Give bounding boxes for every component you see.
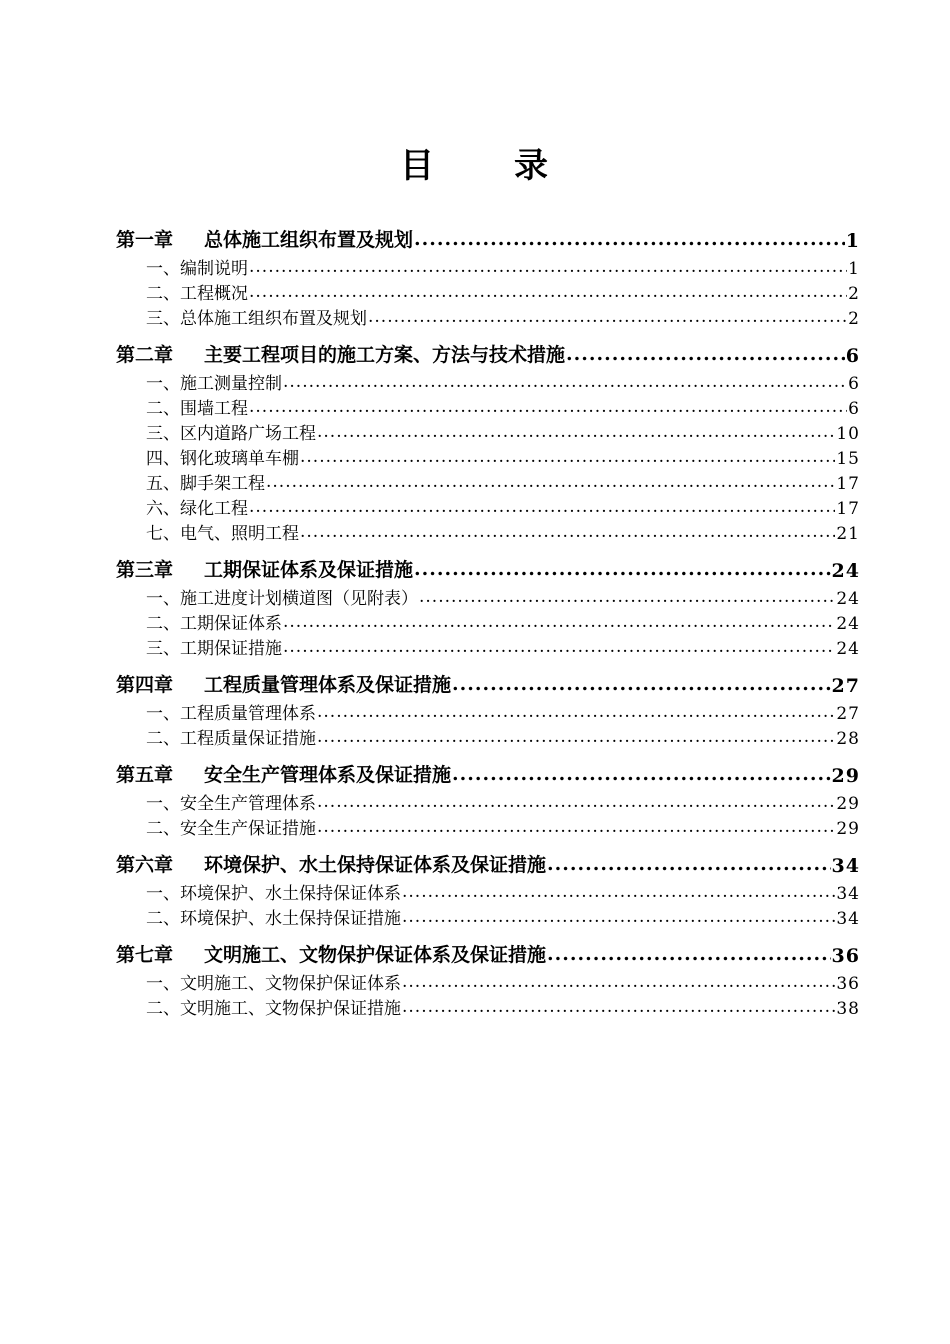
dot-leader	[249, 399, 847, 416]
toc-chapter-2	[116, 333, 860, 544]
toc-chapter-7	[116, 933, 860, 1019]
section-label: 二、文明施工、文物保护保证措施	[146, 999, 401, 1019]
chapter-page-number: 1	[845, 230, 860, 252]
section-page-number: 38	[836, 999, 860, 1019]
dot-leader	[249, 284, 847, 301]
chapter-number: 第三章	[116, 559, 174, 581]
chapter-title: 工期保证体系及保证措施	[204, 559, 414, 581]
section-page-number: 15	[836, 449, 860, 469]
chapter-page-number: 27	[831, 675, 860, 697]
dot-leader	[566, 345, 845, 364]
toc-section-entry[interactable]	[116, 904, 860, 929]
chapter-page-number: 24	[831, 560, 860, 582]
toc-section-entry[interactable]	[116, 494, 860, 519]
chapter-title: 主要工程项目的施工方案、方法与技术措施	[204, 344, 566, 366]
toc-section-entry[interactable]	[116, 879, 860, 904]
section-page-number: 17	[836, 499, 860, 519]
chapter-number: 第七章	[116, 944, 174, 966]
toc-section-entry[interactable]	[116, 469, 860, 494]
toc-chapter-5	[116, 753, 860, 839]
chapter-page-number: 29	[831, 765, 860, 787]
dot-leader	[414, 230, 845, 249]
dot-leader	[283, 639, 835, 656]
section-label: 一、施工测量控制	[146, 374, 282, 394]
section-label: 二、环境保护、水土保持保证措施	[146, 909, 401, 929]
toc-section-entry[interactable]	[116, 994, 860, 1019]
toc-section-entry[interactable]	[116, 609, 860, 634]
toc-section-entry[interactable]	[116, 519, 860, 544]
section-page-number: 29	[836, 819, 860, 839]
dot-leader	[402, 884, 835, 901]
toc-section-entry[interactable]	[116, 969, 860, 994]
toc-chapter-entry[interactable]	[116, 843, 860, 877]
toc-section-entry[interactable]	[116, 254, 860, 279]
toc-chapter-entry[interactable]	[116, 333, 860, 367]
section-page-number: 6	[848, 399, 860, 419]
toc-section-entry[interactable]	[116, 789, 860, 814]
title-char-1: 目	[400, 146, 436, 186]
dot-leader	[402, 974, 835, 991]
section-page-number: 24	[836, 614, 860, 634]
dot-leader	[317, 729, 835, 746]
section-page-number: 1	[848, 259, 860, 279]
chapter-number: 第二章	[116, 344, 174, 366]
section-label: 一、施工进度计划横道图（见附表）	[146, 589, 418, 609]
dot-leader	[452, 675, 831, 694]
dot-leader	[452, 765, 831, 784]
section-page-number: 6	[848, 374, 860, 394]
section-label: 三、总体施工组织布置及规划	[146, 309, 367, 329]
section-label: 一、安全生产管理体系	[146, 794, 316, 814]
dot-leader	[317, 424, 835, 441]
dot-leader	[266, 474, 835, 491]
chapter-title: 环境保护、水土保持保证体系及保证措施	[204, 854, 547, 876]
toc-section-entry[interactable]	[116, 394, 860, 419]
section-page-number: 24	[836, 589, 860, 609]
chapter-number: 第四章	[116, 674, 174, 696]
section-label: 二、围墙工程	[146, 399, 248, 419]
section-label: 二、工程质量保证措施	[146, 729, 316, 749]
table-of-contents	[116, 218, 860, 1023]
dot-leader	[283, 614, 835, 631]
dot-leader	[547, 855, 831, 874]
toc-section-entry[interactable]	[116, 369, 860, 394]
chapter-number: 第六章	[116, 854, 174, 876]
toc-section-entry[interactable]	[116, 304, 860, 329]
dot-leader	[547, 945, 831, 964]
section-label: 一、编制说明	[146, 259, 248, 279]
section-label: 二、工期保证体系	[146, 614, 282, 634]
dot-leader	[414, 560, 831, 579]
section-label: 一、环境保护、水土保持保证体系	[146, 884, 401, 904]
toc-chapter-entry[interactable]	[116, 753, 860, 787]
section-page-number: 17	[836, 474, 860, 494]
chapter-title: 总体施工组织布置及规划	[204, 229, 414, 251]
dot-leader	[317, 819, 835, 836]
toc-section-entry[interactable]	[116, 814, 860, 839]
toc-section-entry[interactable]	[116, 444, 860, 469]
toc-chapter-6	[116, 843, 860, 929]
section-page-number: 24	[836, 639, 860, 659]
section-page-number: 27	[836, 704, 860, 724]
section-page-number: 29	[836, 794, 860, 814]
toc-section-entry[interactable]	[116, 584, 860, 609]
section-page-number: 34	[836, 884, 860, 904]
section-label: 二、安全生产保证措施	[146, 819, 316, 839]
section-label: 六、绿化工程	[146, 499, 248, 519]
section-label: 七、电气、照明工程	[146, 524, 299, 544]
dot-leader	[283, 374, 847, 391]
chapter-number: 第一章	[116, 229, 174, 251]
dot-leader	[249, 259, 847, 276]
toc-chapter-3	[116, 548, 860, 659]
toc-chapter-entry[interactable]	[116, 933, 860, 967]
chapter-page-number: 6	[845, 345, 860, 367]
chapter-page-number: 36	[831, 945, 860, 967]
section-page-number: 34	[836, 909, 860, 929]
toc-section-entry[interactable]	[116, 699, 860, 724]
toc-chapter-4	[116, 663, 860, 749]
dot-leader	[317, 704, 835, 721]
dot-leader	[402, 909, 835, 926]
section-page-number: 2	[848, 309, 860, 329]
toc-chapter-1	[116, 218, 860, 329]
section-label: 四、钢化玻璃单车棚	[146, 449, 299, 469]
section-label: 一、文明施工、文物保护保证体系	[146, 974, 401, 994]
dot-leader	[368, 309, 847, 326]
section-label: 三、工期保证措施	[146, 639, 282, 659]
dot-leader	[317, 794, 835, 811]
toc-section-entry[interactable]	[116, 419, 860, 444]
toc-chapter-entry[interactable]	[116, 663, 860, 697]
dot-leader	[402, 999, 835, 1016]
section-page-number: 21	[836, 524, 860, 544]
toc-section-entry[interactable]	[116, 634, 860, 659]
section-page-number: 28	[836, 729, 860, 749]
toc-section-entry[interactable]	[116, 279, 860, 304]
page-title	[0, 138, 950, 187]
chapter-title: 安全生产管理体系及保证措施	[204, 764, 452, 786]
chapter-number: 第五章	[116, 764, 174, 786]
chapter-title: 工程质量管理体系及保证措施	[204, 674, 452, 696]
section-label: 一、工程质量管理体系	[146, 704, 316, 724]
section-page-number: 2	[848, 284, 860, 304]
section-label: 二、工程概况	[146, 284, 248, 304]
title-char-2: 录	[514, 146, 550, 186]
dot-leader	[300, 449, 835, 466]
dot-leader	[419, 589, 835, 606]
section-page-number: 36	[836, 974, 860, 994]
toc-section-entry[interactable]	[116, 724, 860, 749]
section-page-number: 10	[836, 424, 860, 444]
chapter-page-number: 34	[831, 855, 860, 877]
dot-leader	[300, 524, 835, 541]
dot-leader	[249, 499, 835, 516]
section-label: 三、区内道路广场工程	[146, 424, 316, 444]
toc-chapter-entry[interactable]	[116, 548, 860, 582]
chapter-title: 文明施工、文物保护保证体系及保证措施	[204, 944, 547, 966]
toc-chapter-entry[interactable]	[116, 218, 860, 252]
section-label: 五、脚手架工程	[146, 474, 265, 494]
